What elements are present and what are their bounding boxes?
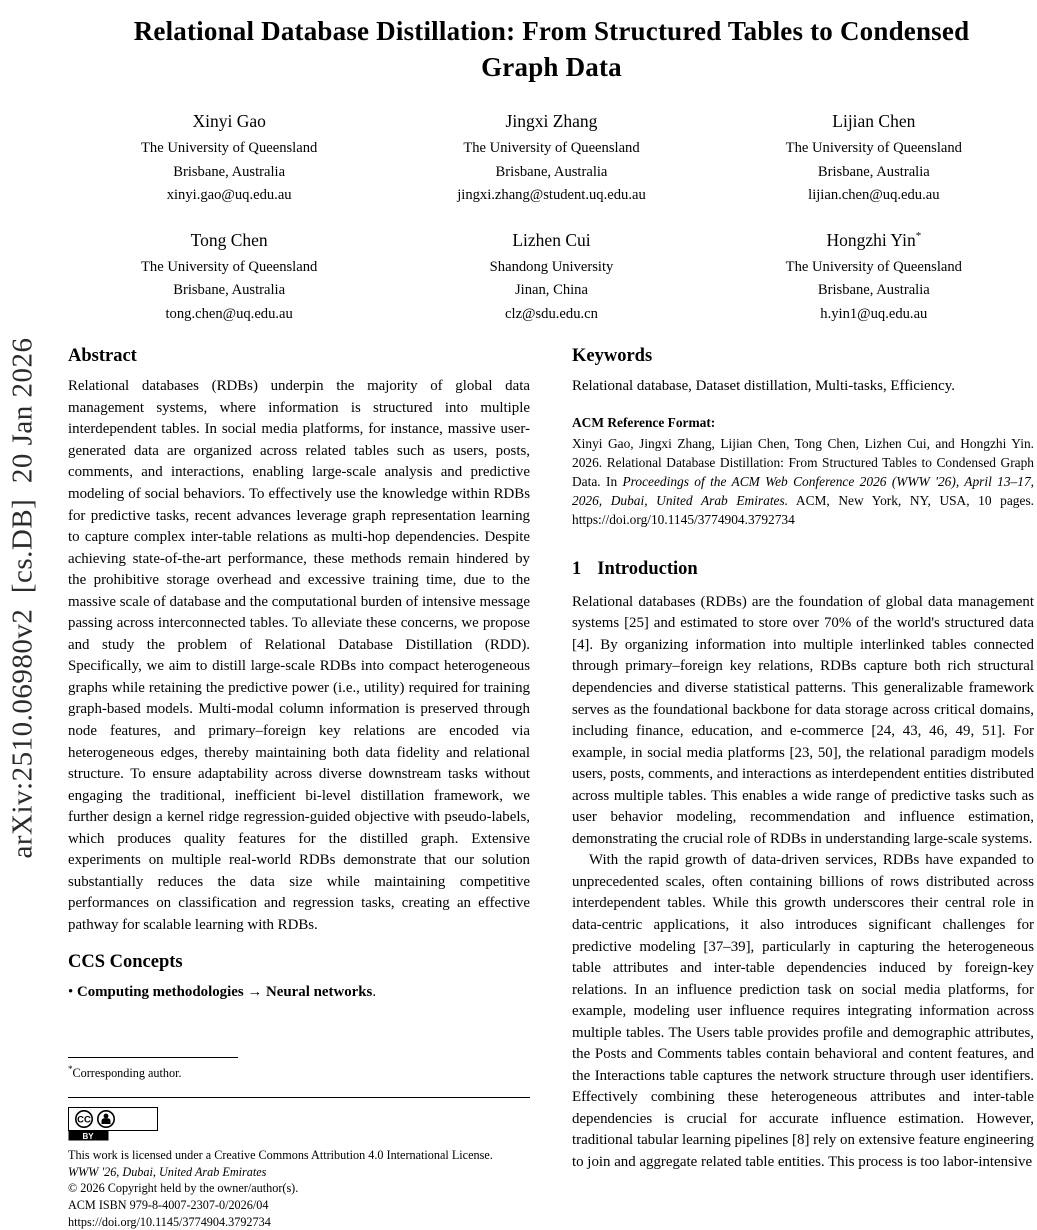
author-name-text: Tong Chen [190, 229, 268, 250]
author-email: lijian.chen@uq.edu.au [808, 187, 940, 204]
abstract-text: Relational databases (RDBs) underpin the majority of global data management systems, where information is structured into multiple interdependent tables. In social media platforms, for instance, massive user-generated data are organized across related tables such as users, posts, comments, and interactions, enabling large-scale analysis and predictive modeling of social behaviors. To effectively use the knowledge within RDBs for predictive tasks, recent advances leverage graph representation learning to capture complex inter-table relations as multi-hop dependencies. Despite achieving state-of-the-art performance, these methods remain hindered by the prohibitive storage overhead and excessive training time, due to the massive scale of database and the computational burden of intensive message passing across interconnected tables. To alleviate these concerns, we propose and study the problem of Relational Database Distillation (RDD). Specifically, we aim to distill large-scale RDBs into compact heterogeneous graphs while retaining the predictive power (i.e., utility) required for training graph-based models. Multi-modal column information is preserved through node features, and primary–foreign key relations are encoded via heterogeneous edges, thereby maintaining both data fidelity and relational structure. To ensure adaptability across diverse downstream tasks without engaging the traditional, inefficient bi-level distillation framework, we further design a kernel ridge regression-guided objective with pseudo-labels, which produces quality features for the distilled graph. Extensive experiments on multiple real-world RDBs demonstrate that our solution substantially reduces the data size while maintaining competitive performances on classification and regression tasks, creating an effective pathway for scalable learning with RDBs. [68, 378, 530, 933]
acm-ref-part3: ACM, New York, NY, USA, 10 pages. [788, 492, 1035, 508]
right-column [572, 346, 1034, 1230]
author-card [68, 111, 390, 208]
acm-ref-venue-italic: Proceedings of the ACM Web Conference 2026 (WWW '26), April 13–17, 2026, Dubai, United Arab Emirates. [572, 473, 1034, 508]
svg-text:CC: CC [77, 1114, 91, 1126]
isbn-line: ACM ISBN 979-8-4007-2307-0/2026/04 [68, 1198, 269, 1213]
author-name [68, 111, 390, 132]
license-block [68, 1097, 530, 1230]
two-column-body [68, 346, 1035, 1230]
ccs-period: . [372, 984, 377, 1001]
affiliation-line: The University of Queensland [785, 258, 962, 275]
paper-title: Relational Database Distillation: From Structured Tables to Condensed Graph Data [133, 16, 970, 82]
section-number: 1 [572, 558, 582, 579]
author-name-text: Xinyi Gao [192, 111, 266, 132]
author-name-text: Lizhen Cui [512, 229, 591, 250]
ccs-concepts-line [68, 982, 530, 1004]
ccs-heading: CCS Concepts [68, 952, 183, 973]
location-line: Brisbane, Australia [173, 163, 286, 180]
acm-ref-doi-link[interactable]: https://doi.org/10.1145/3774904.3792734 [572, 511, 795, 527]
arxiv-watermark: arXiv:2510.06980v2 [cs.DB] 20 Jan 2026 [6, 337, 39, 859]
author-email: jingxi.zhang@student.uq.edu.au [457, 187, 646, 204]
affiliation-line: Shandong University [489, 258, 614, 275]
author-email: h.yin1@uq.edu.au [820, 305, 928, 322]
author-name [713, 230, 1035, 251]
license-statement: This work is licensed under a Creative Commons Attribution 4.0 International License. [68, 1148, 493, 1163]
keywords-heading: Keywords [572, 346, 653, 367]
acm-reference-heading: ACM Reference Format: [572, 414, 716, 430]
author-affiliation [713, 137, 1035, 208]
affiliation-line: The University of Queensland [141, 258, 318, 275]
author-affiliation [390, 137, 712, 208]
ccs-bullet: • [68, 984, 74, 1001]
left-column [68, 346, 530, 1230]
location-line: Brisbane, Australia [495, 163, 608, 180]
author-card [390, 111, 712, 208]
location-line: Brisbane, Australia [173, 282, 286, 299]
acm-reference-block [572, 415, 1034, 529]
author-affiliation [390, 256, 712, 327]
author-name-text: Jingxi Zhang [505, 111, 598, 132]
doi-link[interactable]: https://doi.org/10.1145/3774904.3792734 [68, 1214, 271, 1229]
location-line: Brisbane, Australia [817, 163, 930, 180]
author-email: xinyi.gao@uq.edu.au [166, 187, 292, 204]
footnote-text-body: Corresponding author. [72, 1066, 182, 1081]
license-rule [68, 1097, 530, 1098]
author-affiliation [68, 137, 390, 208]
location-line: Brisbane, Australia [817, 282, 930, 299]
author-card [68, 230, 390, 327]
copyright-line: © 2026 Copyright held by the owner/author(s). [68, 1181, 299, 1196]
section-title: Introduction [597, 558, 698, 579]
author-name-text: Hongzhi Yin [826, 229, 916, 250]
venue-line: WWW '26, Dubai, United Arab Emirates [68, 1164, 267, 1179]
author-name [68, 230, 390, 251]
author-name [390, 111, 712, 132]
acm-ref-part1: Xinyi Gao, Jingxi Zhang, Lijian Chen, Tong Chen, Lizhen Cui, and Hongzhi Yin. 2026. Relational Database Distillation: From Structured Tables to Condensed Graph Data. In [572, 435, 1034, 489]
footnote-text [68, 1064, 530, 1081]
spacer [68, 1004, 530, 1057]
author-card [390, 230, 712, 327]
keywords-text: Relational database, Dataset distillation, Multi-tasks, Efficiency. [572, 378, 955, 395]
author-name [713, 111, 1035, 132]
footnote-block [68, 1057, 530, 1081]
footnote-marker: * [68, 1064, 73, 1075]
author-card [713, 111, 1035, 208]
page-content [68, 0, 1035, 1230]
acm-reference-text [572, 434, 1034, 529]
author-email: clz@sdu.edu.cn [505, 305, 598, 322]
footnote-rule [68, 1057, 238, 1058]
author-card [713, 230, 1035, 327]
cc-by-badge-icon [68, 1107, 158, 1141]
affiliation-line: The University of Queensland [141, 140, 318, 157]
ccs-concept-2: Neural networks [266, 984, 373, 1001]
introduction-paragraph-1: Relational databases (RDBs) are the foundation of global data management systems [25] and estimated to store over 70% of the world's structured data [4]. By organizing information into multiple interlinked tables connected through primary–foreign key relations, RDBs capture both rich structural dependencies and diverse statistical patterns. This generalizable framework serves as the foundational backbone for data storage across critical domains, including finance, education, and e-commerce [24, 43, 46, 49, 51]. For example, in social media platforms [23, 50], the relational paradigm models users, posts, comments, and interactions as interdependent entities distributed across multiple tables. This enables a wide range of predictive tasks such as user behavior modeling, recommendation and influence estimation, demonstrating the crucial role of RDBs in understanding large-scale systems. [572, 593, 1034, 847]
cc-by-label: BY [82, 1132, 94, 1142]
introduction-paragraph-2: With the rapid growth of data-driven services, RDBs have expanded to unprecedented scales, often containing billions of rows distributed across interdependent tables. While this growth underscores their central role in data-centric applications, it also introduces significant challenges for predictive modeling [37–39], particularly in capturing the heterogeneous table attributes and inter-table dependencies induced by foreign-key relations. In an influence prediction task on social media platforms, for example, modeling user influence requires integrating information across multiple tables. The Users table provides profile and demographic attributes, the Posts and Comments tables contain behavioral and content features, and the Interactions table captures the network structure through user identifiers. Effectively combining these heterogeneous attributes and inter-table dependencies is crucial for accurate influence estimation. However, traditional tabular learning pipelines [8] rely on extensive feature engineering to join and aggregate related table entities. This process is too labor-intensive [572, 852, 1034, 1171]
affiliation-line: The University of Queensland [785, 140, 962, 157]
abstract-heading: Abstract [68, 346, 137, 367]
ccs-arrow: → [247, 984, 263, 1001]
affiliation-line: The University of Queensland [463, 140, 640, 157]
corresponding-author-marker: * [915, 229, 922, 242]
author-email: tong.chen@uq.edu.au [165, 305, 293, 322]
location-line: Jinan, China [515, 282, 588, 299]
author-affiliation [713, 256, 1035, 327]
author-name [390, 230, 712, 251]
author-affiliation [68, 256, 390, 327]
doi-line [68, 1214, 530, 1230]
ccs-concept-1: Computing methodologies [76, 984, 244, 1001]
author-name-text: Lijian Chen [832, 111, 916, 132]
authors-block [68, 111, 1035, 326]
introduction-heading [572, 559, 1034, 580]
